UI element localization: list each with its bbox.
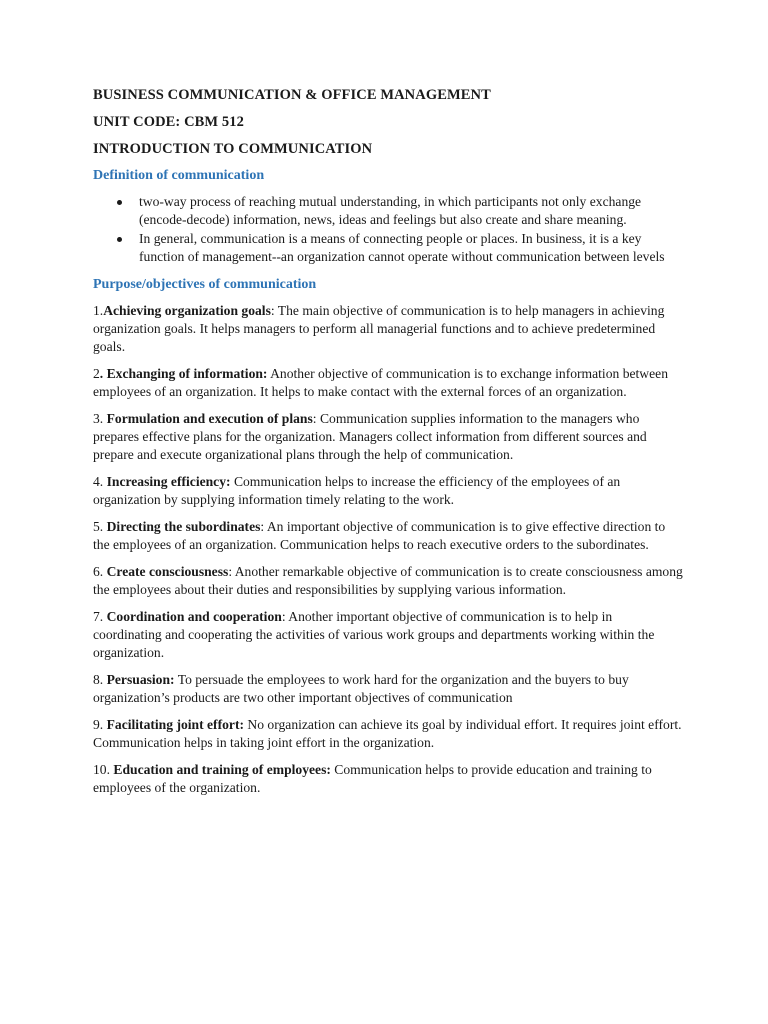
objective-separator: : xyxy=(270,303,275,318)
objective-title: Education and training of employees: xyxy=(113,762,331,777)
objective-text: Another objective of communication is to exchange information between employees of an organization. It helps to make contact with the external forces of an organization. xyxy=(93,366,668,399)
list-item-text: two-way process of reaching mutual understanding, in which participants not only exchange (encode-decode) information, news, ideas and feelings but also create and share meaning. xyxy=(139,194,642,227)
objective-number: 5. xyxy=(93,519,107,534)
objective-text: Communication helps to provide education and training to employees of the organization. xyxy=(93,762,652,795)
objective-separator: : xyxy=(312,411,317,426)
objective-separator: : xyxy=(228,564,233,579)
objective-item xyxy=(93,302,683,356)
objective-item xyxy=(93,518,683,554)
objective-number: 1. xyxy=(93,303,104,318)
objective-number: 4. xyxy=(93,474,107,489)
objective-separator: : xyxy=(260,519,265,534)
objective-number: 6. xyxy=(93,564,107,579)
objective-item xyxy=(93,761,683,797)
objective-title: Coordination and cooperation xyxy=(106,609,282,624)
bullet-icon xyxy=(117,200,122,205)
list-item-text: In general, communication is a means of connecting people or places. In business, it is a key function of management--an organization cannot operate without communication between levels xyxy=(139,231,665,264)
purpose-heading: Purpose/objectives of communication xyxy=(93,277,317,292)
objective-item xyxy=(93,410,683,464)
objective-title: . Exchanging of information: xyxy=(99,366,268,381)
objective-item xyxy=(93,473,683,509)
objective-item xyxy=(93,365,683,401)
objective-text: Another important objective of communication is to help in coordinating and cooperating the activities of various work groups and departments working within the organization. xyxy=(93,609,655,660)
objective-number: 3. xyxy=(93,411,107,426)
objective-title: Formulation and execution of plans xyxy=(106,411,313,426)
objective-number: 7. xyxy=(93,609,107,624)
objective-item xyxy=(93,716,683,752)
objective-item xyxy=(93,608,683,662)
objective-title: Facilitating joint effort: xyxy=(106,717,244,732)
objective-title: Achieving organization goals xyxy=(103,303,271,318)
objective-text: No organization can achieve its goal by individual effort. It requires joint effort. Communication helps in taking joint effort in the organization. xyxy=(93,717,682,750)
definition-list xyxy=(93,193,683,266)
objective-text: Another remarkable objective of communication is to create consciousness among the employees about their duties and responsibilities by supplying various information. xyxy=(93,564,683,597)
bullet-icon xyxy=(117,237,122,242)
list-item xyxy=(93,230,683,266)
objective-text: Communication supplies information to the managers who prepares effective plans for the organization. Managers collect information from different sources and prepare and execute organizational plans through the help of communication. xyxy=(93,411,647,462)
objective-title: Persuasion: xyxy=(106,672,175,687)
list-item xyxy=(93,193,683,229)
objective-title: Create consciousness xyxy=(106,564,229,579)
document-page xyxy=(93,86,683,806)
objectives-list xyxy=(93,302,683,797)
objective-text: The main objective of communication is to help managers in achieving organization goals. It helps managers to perform all managerial functions and to achieve predetermined goals. xyxy=(93,303,665,354)
definition-heading: Definition of communication xyxy=(93,168,265,183)
objective-title: Directing the subordinates xyxy=(106,519,261,534)
objective-text: Communication helps to increase the efficiency of the employees of an organization by supplying information timely relating to the work. xyxy=(93,474,621,507)
objective-text: An important objective of communication is to give effective direction to the employees of an organization. Communication helps to reach executive orders to the subordinates. xyxy=(93,519,666,552)
objective-title: Increasing efficiency: xyxy=(106,474,231,489)
objective-separator: : xyxy=(281,609,286,624)
objective-number: 10. xyxy=(93,762,114,777)
objective-number: 2 xyxy=(93,366,100,381)
objective-item xyxy=(93,563,683,599)
objective-text: To persuade the employees to work hard for the organization and the buyers to buy organization’s products are two other important objectives of communication xyxy=(93,672,629,705)
objective-item xyxy=(93,671,683,707)
chapter-title: INTRODUCTION TO COMMUNICATION xyxy=(93,141,373,157)
objective-number: 8. xyxy=(93,672,107,687)
objective-number: 9. xyxy=(93,717,107,732)
unit-code: UNIT CODE: CBM 512 xyxy=(93,114,244,130)
course-title: BUSINESS COMMUNICATION & OFFICE MANAGEMENT xyxy=(93,87,491,103)
